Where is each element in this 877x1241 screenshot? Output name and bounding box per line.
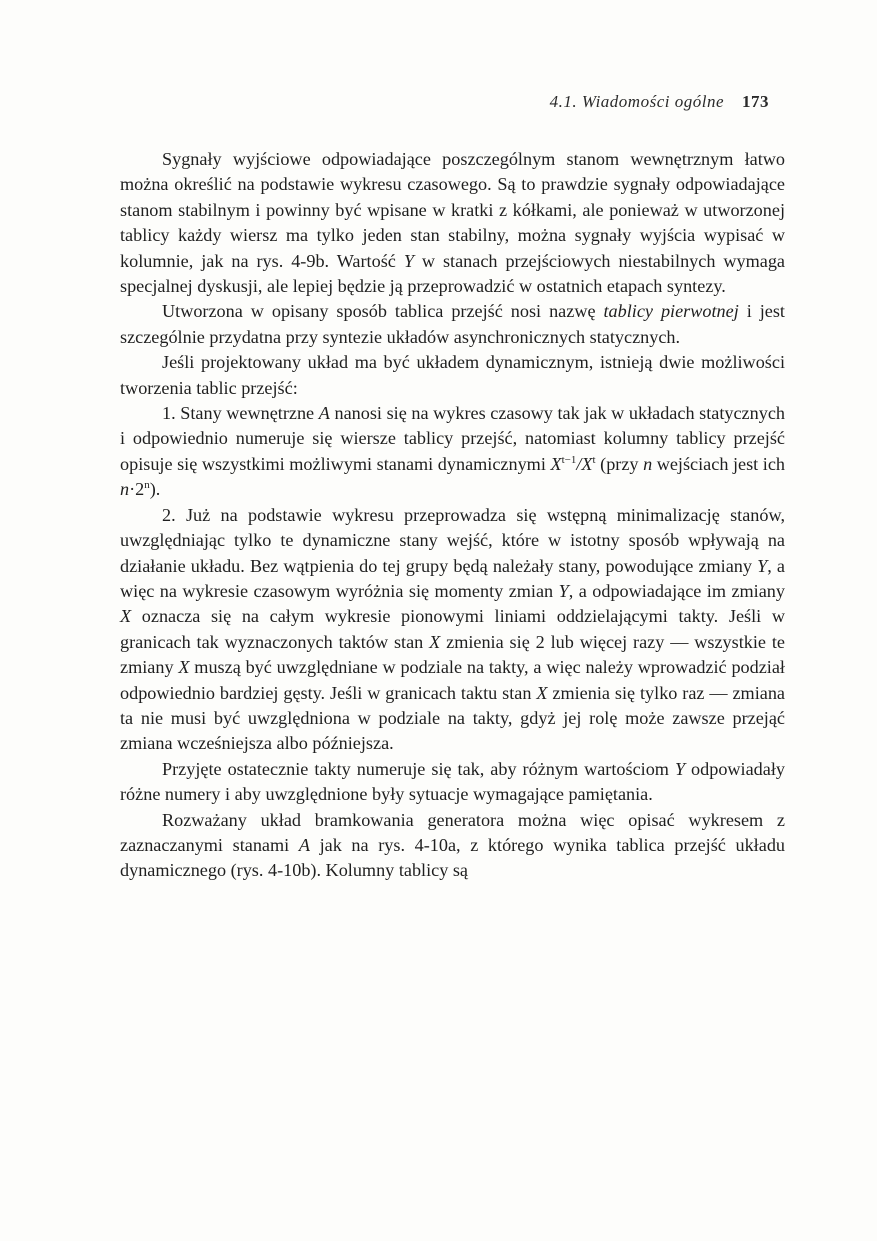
math-symbol: / <box>576 453 582 474</box>
math-symbol: A <box>298 834 310 855</box>
math-symbol: Y <box>674 758 686 779</box>
paragraph <box>120 808 785 884</box>
text-run: w stanach przejściowych niestabilnych wymaga specjalnej dyskusji, ale lepiej będzie ją przeprowadzić w ostatnich etapach syntezy. <box>120 250 785 297</box>
page-number: 173 <box>742 92 769 111</box>
math-symbol: X <box>120 606 132 627</box>
math-symbol: A <box>318 403 330 424</box>
text-run: 2. Już na podstawie wykresu przeprowadza się wstępną minimalizację stanów, uwzględniając tylko te dynamiczne stany wejść, które w istotny sposób wpływają na działanie układu. Bez wątpienia do tej grupy będą należały stany, powodujące zmiany <box>120 504 785 576</box>
paragraph <box>120 757 785 808</box>
text-run: ·2 <box>129 479 145 500</box>
superscript: t <box>592 453 596 466</box>
text-run: nanosi się na wykres czasowy tak jak w układach statycznych i odpowiednio numeruje się wiersze tablicy przejść, natomiast kolumny tablicy przejść opisuje się wszystkimi możliwymi stanami dynamicznymi <box>120 403 785 474</box>
superscript: n <box>144 479 150 492</box>
section-title: 4.1. Wiadomości ogólne <box>549 92 724 111</box>
text-run: oznacza się na całym wykresie pionowymi liniami oddzielającymi takty. Jeśli w granicach tak wyznaczonych taktów stan <box>120 606 785 652</box>
math-symbol: X <box>178 657 190 678</box>
math-symbol: Y <box>757 555 768 576</box>
math-symbol: X <box>581 453 593 474</box>
math-symbol: Y <box>403 250 414 271</box>
math-symbol: n <box>120 479 130 500</box>
text-run: jak na rys. 4-10a, z którego wynika tablica przejść układu dynamicznego (rys. 4-10b). Kolumny tablicy są <box>120 834 786 881</box>
text-run: , a odpowiadające im zmiany <box>568 580 785 601</box>
paragraph <box>120 350 785 401</box>
math-symbol: Y <box>558 580 569 601</box>
text-run: ). <box>149 479 161 500</box>
paragraph <box>120 299 785 350</box>
term-emphasis: tablicy pierwotnej <box>603 301 739 322</box>
text-run: (przy <box>595 453 644 474</box>
text-run: muszą być uwzględniane w podziale na takty, a więc należy wprowadzić podział odpowiednio bardziej gęsty. Jeśli w granicach taktu stan <box>120 657 785 703</box>
text-run: i jest szczególnie przydatna przy syntezie układów asynchronicznych statycznych. <box>120 301 785 347</box>
text-run: odpowiadały różne numery i aby uwzględnione były sytuacje wymagające pamiętania. <box>120 758 785 805</box>
text-run: zmienia się tylko raz — zmiana ta nie musi być uwzględniona w podziale na takty, gdyż jej rolę może zawsze przejąć zmiana wcześniejsza albo późniejsza. <box>120 682 785 754</box>
text-run: Rozważany układ bramkowania generatora można więc opisać wykresem z zaznaczanymi stanami <box>120 809 785 855</box>
text-run: Utworzona w opisany sposób tablica przejść nosi nazwę <box>162 301 604 322</box>
text-run: 1. Stany wewnętrzne <box>162 403 319 424</box>
text-run: Sygnały wyjściowe odpowiadające poszczególnym stanom wewnętrznym łatwo można określić na podstawie wykresu czasowego. Są to prawdzie sygnały odpowiadające stanom stabilnym i powinny być wpisane w kratki z kółkami, ale ponieważ w utworzonej tablicy każdy wiersz ma tylko jeden stan stabilny, można sygnały wyjścia wypisać w kolumnie, jak na rys. 4-9b. Wartość <box>120 149 785 271</box>
body-text <box>120 147 785 884</box>
math-symbol: X <box>550 453 562 474</box>
paragraph <box>120 503 785 757</box>
text-run: Jeśli projektowany układ ma być układem dynamicznym, istnieją dwie możliwości tworzenia tablic przejść: <box>120 352 785 398</box>
text-run: , a więc na wykresie czasowym wyróżnia się momenty zmian <box>120 555 785 601</box>
paragraph <box>120 401 785 503</box>
text-run: zmienia się 2 lub więcej razy — wszystkie te zmiany <box>120 631 785 678</box>
superscript: t−1 <box>561 453 577 466</box>
math-symbol: n <box>643 453 653 474</box>
math-symbol: X <box>429 631 441 652</box>
text-run: Przyjęte ostatecznie takty numeruje się tak, aby różnym wartościom <box>162 758 675 779</box>
text-run: wejściach jest ich <box>652 453 785 474</box>
math-symbol: X <box>536 682 548 703</box>
paragraph <box>120 147 785 299</box>
running-head <box>550 92 769 112</box>
